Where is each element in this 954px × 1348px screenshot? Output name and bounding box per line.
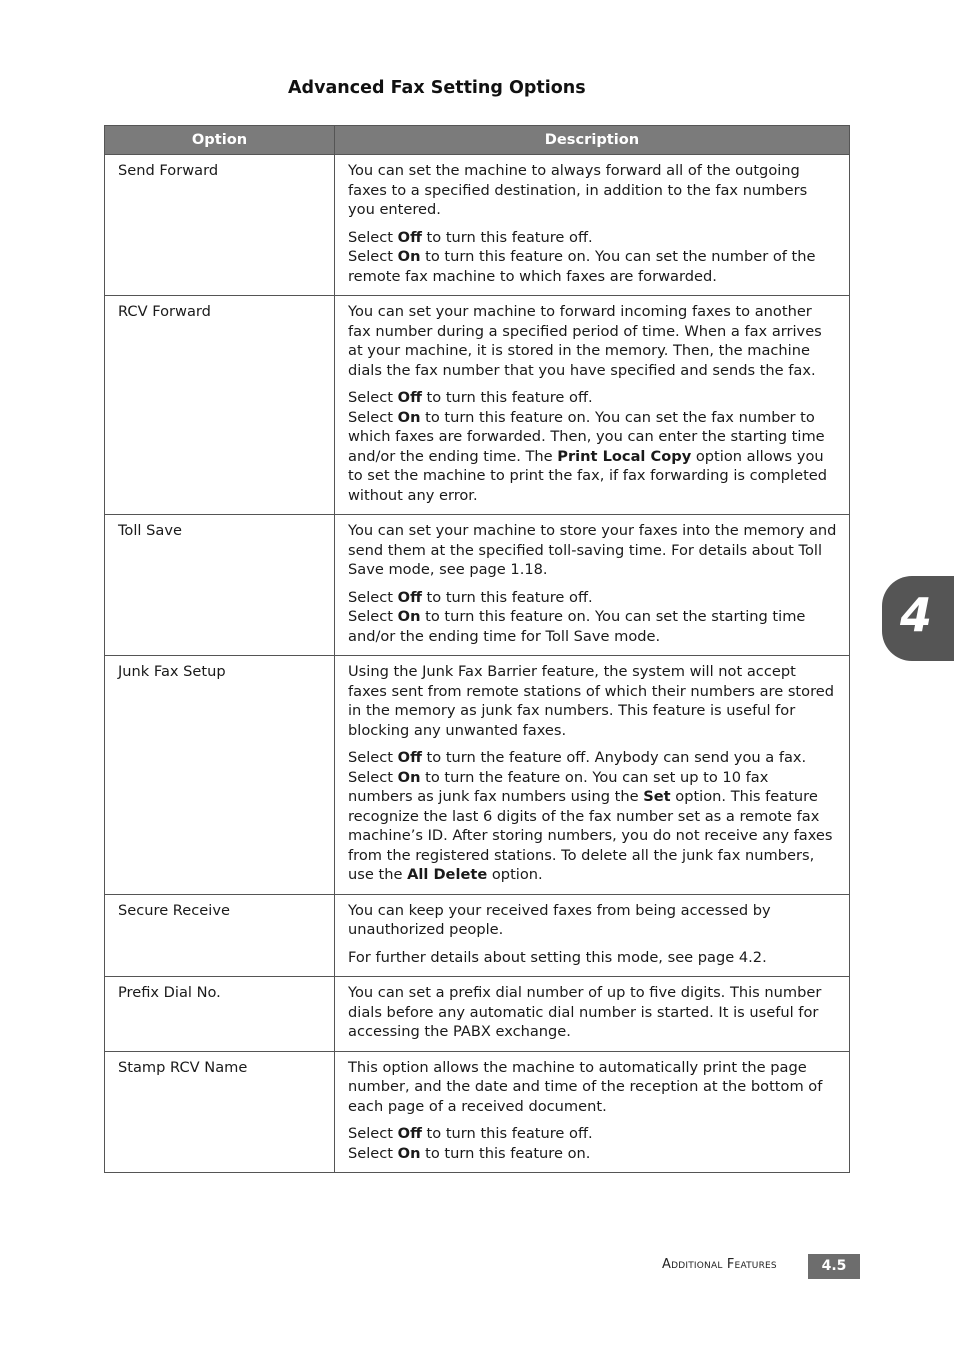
page-number: 4.5 xyxy=(808,1254,860,1279)
description-paragraph: You can set your machine to store your faxes into the memory and send them at the specified toll-saving time. For details about Toll Save mode, see page 1.18. xyxy=(348,522,837,578)
option-description xyxy=(335,656,850,895)
description-paragraph: This option allows the machine to automatically print the page number, and the date and time of the reception at the bottom of each page of a received document. xyxy=(348,1058,823,1115)
option-name: RCV Forward xyxy=(105,296,335,515)
description-paragraph: You can set a prefix dial number of up to five digits. This number dials before any automatic dial number is started. It is useful for accessing the PABX exchange. xyxy=(348,984,822,1040)
table-header-row xyxy=(105,126,850,155)
description-paragraph: You can keep your received faxes from being accessed by unauthorized people. xyxy=(348,901,771,938)
table-row xyxy=(105,1051,850,1173)
option-description xyxy=(335,977,850,1052)
footer-section-label: Additional Features xyxy=(662,1257,777,1272)
header-option: Option xyxy=(105,126,335,155)
table-row xyxy=(105,296,850,515)
option-name: Secure Receive xyxy=(105,894,335,977)
chapter-tab xyxy=(882,576,954,661)
description-paragraph: You can set your machine to forward incoming faxes to another fax number during a specified period of time. When a fax arrives at your machine, it is stored in the memory. Then, the machine dials the fax number that you have specified and sends the fax. xyxy=(348,303,822,379)
page-title: Advanced Fax Setting Options xyxy=(288,78,586,98)
description-select: Select Off to turn this feature off. Select On to turn this feature on. You can set the starting time and/or the ending time for Toll Save mode. xyxy=(348,588,806,645)
option-description xyxy=(335,1051,850,1173)
option-name: Junk Fax Setup xyxy=(105,656,335,895)
description-select: Select Off to turn this feature off. Select On to turn this feature on. You can set the number of the remote fax machine to which faxes are forwarded. xyxy=(348,228,816,285)
description-select: Select Off to turn the feature off. Anybody can send you a fax. Select On to turn the feature on. You can set up to 10 fax numbers as junk fax numbers using the Set option. This feature recognize the last 6 digits of the fax number set as a remote fax machine’s ID. After storing numbers, you do not receive any faxes from the registered stations. To delete all the junk fax numbers, use the All Delete option. xyxy=(348,749,833,883)
table-row xyxy=(105,977,850,1052)
table-row xyxy=(105,656,850,895)
table-row xyxy=(105,155,850,296)
header-description: Description xyxy=(335,126,850,155)
option-name: Stamp RCV Name xyxy=(105,1051,335,1173)
description-paragraph: You can set the machine to always forward all of the outgoing faxes to a specified destination, in addition to the fax numbers you entered. xyxy=(348,162,808,218)
description-paragraph: Using the Junk Fax Barrier feature, the system will not accept faxes sent from remote stations of which their numbers are stored in the memory as junk fax numbers. This feature is useful for blocking any unwanted faxes. xyxy=(348,663,835,739)
table-row xyxy=(105,515,850,656)
description-paragraph: For further details about setting this mode, see page 4.2. xyxy=(348,948,767,966)
description-select: Select Off to turn this feature off. Select On to turn this feature on. xyxy=(348,1125,593,1162)
option-name: Prefix Dial No. xyxy=(105,977,335,1052)
description-select: Select Off to turn this feature off. Select On to turn this feature on. You can set the fax number to which faxes are forwarded. Then, you can enter the starting time and/or the ending time. The Print Local Copy option allows you to set the machine to print the fax, if fax forwarding is completed without any error. xyxy=(348,389,828,504)
option-name: Toll Save xyxy=(105,515,335,656)
option-description xyxy=(335,296,850,515)
chapter-number: 4 xyxy=(900,588,933,642)
option-description xyxy=(335,894,850,977)
option-description xyxy=(335,515,850,656)
options-table xyxy=(104,125,850,1173)
option-description xyxy=(335,155,850,296)
option-name: Send Forward xyxy=(105,155,335,296)
table-row xyxy=(105,894,850,977)
